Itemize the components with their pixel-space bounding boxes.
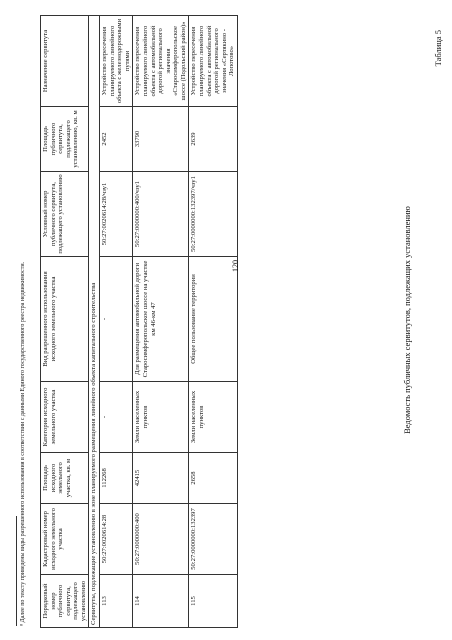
cell-num: 115	[189, 575, 237, 628]
cell-category: Земли населенных пунктов	[189, 382, 237, 453]
header-cell: Площадь исходного земельного участка, кв. м	[41, 453, 89, 504]
cell-cad: 50:27:0020614:28	[100, 504, 133, 575]
cell-cond: 50:27:0000000:400/чзу1	[133, 172, 189, 257]
cell-purpose: Устройство пересечения планируемого линейного объекта с железнодорожными путями	[100, 16, 133, 107]
header-cell: Площадь публичного сервитута, подлежащего установлению, кв. м	[41, 107, 89, 172]
cell-sarea: 2639	[189, 107, 237, 172]
cell-use: Общее пользование территории	[189, 257, 237, 382]
header-cell: Вид разрешенного использования исходного земельного участка	[41, 257, 89, 382]
cell-cond: 50:27:0000000:132397/чзу1	[189, 172, 237, 257]
table-row	[189, 16, 237, 628]
cell-area: 2658	[189, 453, 237, 504]
table-title: Ведомость публичных сервитутов, подлежащих установлению	[402, 206, 412, 434]
cell-area: 42415	[133, 453, 189, 504]
header-cell: Назначение сервитута	[41, 16, 89, 107]
cell-purpose: Устройство пересечения планируемого линейного объекта с автомобильной дорогой регионального значения «Старосимферопольское шоссе (Подольский район)»	[133, 16, 189, 107]
cell-cad: 50:27:0000000:132397	[189, 504, 237, 575]
header-row	[41, 16, 89, 628]
servitude-table	[40, 15, 238, 628]
footnote: ⁸ Далее по тексту приведены виды разрешенного использования в соответствии с данными Единого государственного реестра недвижимости.	[20, 261, 26, 626]
table-row	[133, 16, 189, 628]
cell-category: Земли населенных пунктов	[133, 382, 189, 453]
cell-sarea: 33790	[133, 107, 189, 172]
cell-use: Для размещения автомобильной дороги Старосимферопольское шоссе на участке км 46-км 47	[133, 257, 189, 382]
section-row	[89, 16, 100, 628]
cell-purpose: Устройство пересечения планируемого линейного объекта с автомобильной дорогой регионального значения «Сертякино - Лопотово»	[189, 16, 237, 107]
footnote-rule	[16, 516, 17, 626]
header-cell: Кадастровый номер исходного земельного участка	[41, 504, 89, 575]
table-row	[100, 16, 133, 628]
table-label: Таблица 5	[433, 30, 443, 67]
section-cell: Сервитуты, подлежащие установлению в зоне планируемого размещения линейного объекта капитального строительства	[89, 16, 100, 628]
cell-use: -	[100, 257, 133, 382]
cell-category: -	[100, 382, 133, 453]
cell-area: 112268	[100, 453, 133, 504]
cell-cond: 50:27:0020614:28/чзу1	[100, 172, 133, 257]
header-cell: Порядковый номер публичного сервитута, подлежащего установлению	[41, 575, 89, 628]
cell-num: 114	[133, 575, 189, 628]
cell-cad: 50:27:0000000:400	[133, 504, 189, 575]
header-cell: Категория исходного земельного участка	[41, 382, 89, 453]
cell-num: 113	[100, 575, 133, 628]
cell-sarea: 2452	[100, 107, 133, 172]
page-number: 120	[231, 260, 240, 272]
header-cell: Условный номер публичного сервитута, подлежащего установлению	[41, 172, 89, 257]
